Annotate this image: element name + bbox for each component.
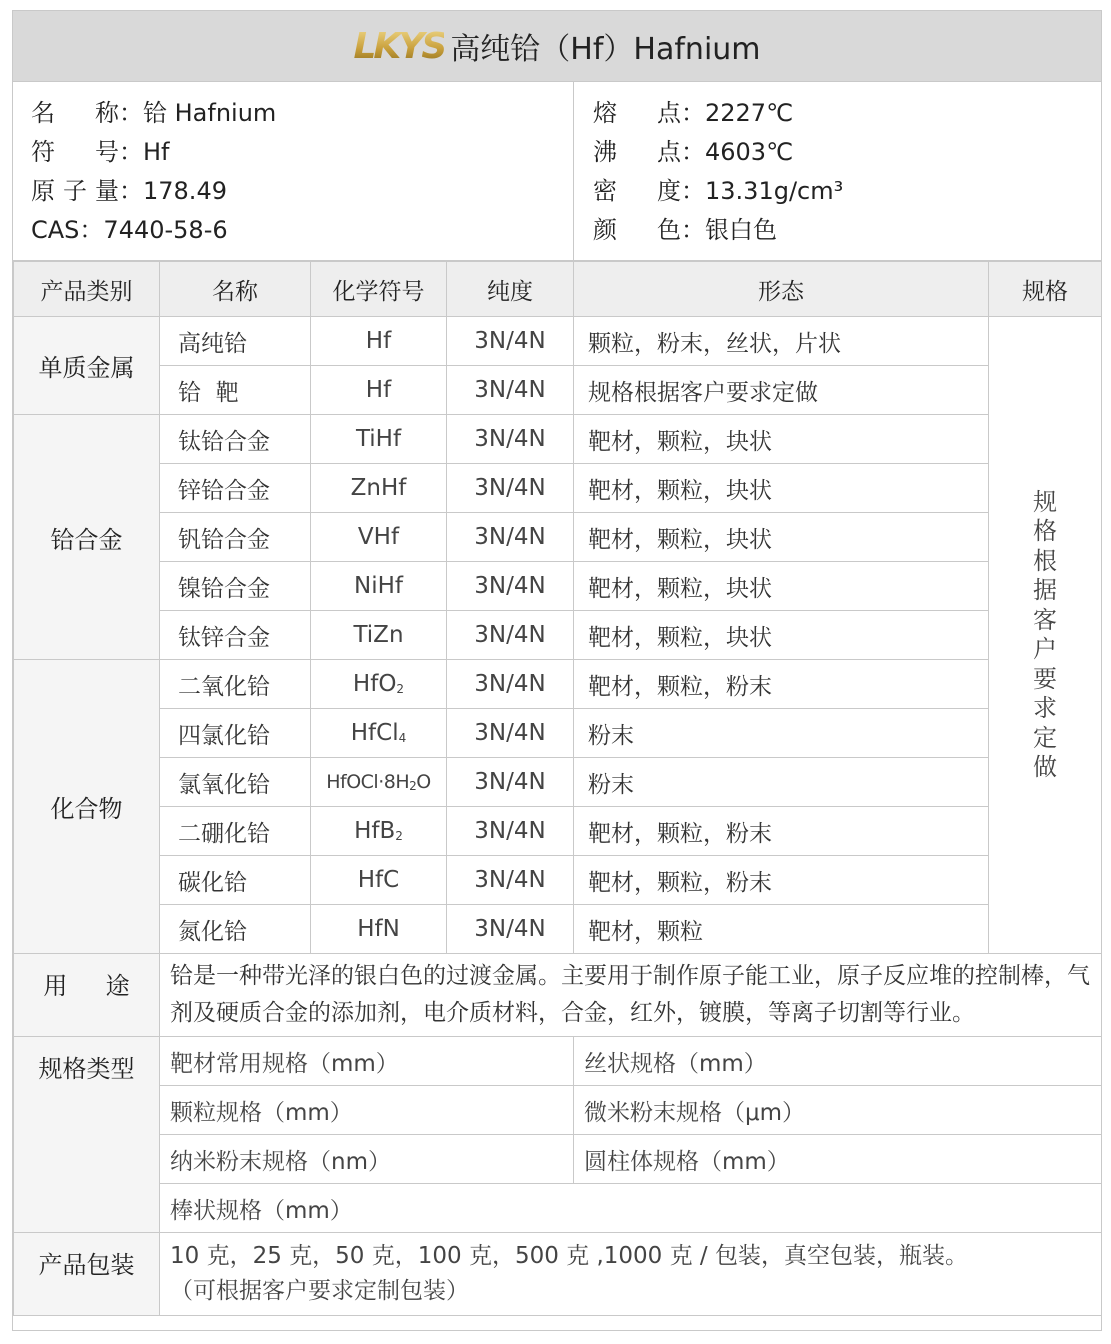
purity: 3N/4N — [447, 660, 574, 709]
usage-text: 铪是一种带光泽的银白色的过渡金属。主要用于制作原子能工业，原子反应堆的控制棒，气剂及硬质合金的添加剂，电介质材料，合金，红外，镀膜，等离子切割等行业。 — [170, 963, 1090, 1026]
table-row — [14, 562, 1102, 611]
table-row — [14, 709, 1102, 758]
properties-right — [593, 94, 843, 250]
chemical-symbol: HfO$_2$ — [311, 660, 447, 709]
divider — [573, 82, 574, 260]
product-name: 二氧化铪 — [160, 660, 311, 709]
purity: 3N/4N — [447, 317, 574, 366]
spec-item: 丝状规格（mm） — [574, 1037, 1102, 1086]
product-name: 锌铪合金 — [160, 464, 311, 513]
spec-note: 规格根据客户要求定做 — [1033, 487, 1057, 781]
property-cas: CAS：7440-58-6 — [31, 216, 228, 244]
spec-note-cell — [989, 317, 1102, 954]
col-header-spec: 规格 — [989, 262, 1102, 317]
chemical-symbol: Hf — [311, 317, 447, 366]
form: 靶材，颗粒，块状 — [574, 562, 989, 611]
form: 靶材，颗粒，粉末 — [574, 660, 989, 709]
product-name: 高纯铪 — [160, 317, 311, 366]
table-row — [14, 660, 1102, 709]
table-row — [14, 317, 1102, 366]
chemical-symbol: ZnHf — [311, 464, 447, 513]
purity: 3N/4N — [447, 464, 574, 513]
form: 粉末 — [574, 709, 989, 758]
spec-row — [14, 1086, 1102, 1135]
col-header-name: 名称 — [160, 262, 311, 317]
packaging-line-2: （可根据客户要求定制包装） — [170, 1278, 469, 1304]
table-row — [14, 611, 1102, 660]
col-header-form: 形态 — [574, 262, 989, 317]
chemical-symbol: HfN — [311, 905, 447, 954]
category-cell: 单质金属 — [14, 317, 160, 415]
usage-label: 用 途 — [14, 954, 160, 1037]
product-sheet — [12, 10, 1102, 1331]
form: 靶材，颗粒，块状 — [574, 611, 989, 660]
properties-panel — [13, 81, 1101, 261]
table-row — [14, 905, 1102, 954]
form: 规格根据客户要求定做 — [574, 366, 989, 415]
product-name: 镍铪合金 — [160, 562, 311, 611]
packaging-line-1: 10 克，25 克，50 克，100 克，500 克 ,1000 克 / 包装，真空包装，瓶装。 — [170, 1243, 968, 1269]
table-row — [14, 513, 1102, 562]
table-row — [14, 758, 1102, 807]
purity: 3N/4N — [447, 562, 574, 611]
product-table — [13, 261, 1102, 1316]
chemical-symbol: $HfOCl\cdot 8H_2O$ — [311, 758, 447, 807]
usage-text-cell — [160, 954, 1102, 1037]
form: 靶材，颗粒，粉末 — [574, 856, 989, 905]
packaging-label: 产品包装 — [14, 1233, 160, 1316]
table-row — [14, 807, 1102, 856]
purity: 3N/4N — [447, 807, 574, 856]
form: 靶材，颗粒，块状 — [574, 464, 989, 513]
property-density: 密 度：13.31g/cm³ — [593, 177, 844, 205]
category-cell: 化合物 — [14, 660, 160, 954]
chemical-symbol: VHf — [311, 513, 447, 562]
product-name: 二硼化铪 — [160, 807, 311, 856]
table-header-row — [14, 262, 1102, 317]
product-name: 四氯化铪 — [160, 709, 311, 758]
chemical-symbol: HfCl$_4$ — [311, 709, 447, 758]
header-bar — [13, 11, 1101, 81]
purity: 3N/4N — [447, 366, 574, 415]
form: 粉末 — [574, 758, 989, 807]
page-title: 高纯铪（Hf）Hafnium — [450, 32, 761, 67]
table-row — [14, 366, 1102, 415]
form: 靶材，颗粒，粉末 — [574, 807, 989, 856]
spec-row — [14, 1135, 1102, 1184]
purity: 3N/4N — [447, 709, 574, 758]
category-cell: 铪合金 — [14, 415, 160, 660]
chemical-symbol: TiZn — [311, 611, 447, 660]
product-name: 钛锌合金 — [160, 611, 311, 660]
spec-types-label: 规格类型 — [14, 1037, 160, 1233]
product-name: 钒铪合金 — [160, 513, 311, 562]
spec-item: 纳米粉末规格（nm） — [160, 1135, 574, 1184]
form: 颗粒，粉末，丝状，片状 — [574, 317, 989, 366]
property-name: 名 称：铪 Hafnium — [31, 99, 277, 127]
table-row — [14, 856, 1102, 905]
form: 靶材，颗粒 — [574, 905, 989, 954]
col-header-purity: 纯度 — [447, 262, 574, 317]
packaging-text-cell — [160, 1233, 1102, 1316]
form: 靶材，颗粒，块状 — [574, 415, 989, 464]
product-name: 氯氧化铪 — [160, 758, 311, 807]
table-row — [14, 415, 1102, 464]
spec-item: 圆柱体规格（mm） — [574, 1135, 1102, 1184]
packaging-text — [160, 1233, 1101, 1315]
property-melting-point: 熔 点：2227℃ — [593, 99, 794, 127]
product-name: 氮化铪 — [160, 905, 311, 954]
purity: 3N/4N — [447, 513, 574, 562]
spec-row — [14, 1037, 1102, 1086]
usage-row — [14, 954, 1102, 1037]
spec-item: 棒状规格（mm） — [160, 1184, 1102, 1233]
product-name: 钛铪合金 — [160, 415, 311, 464]
property-boiling-point: 沸 点：4603℃ — [593, 138, 794, 166]
chemical-symbol: HfB$_2$ — [311, 807, 447, 856]
chemical-symbol: TiHf — [311, 415, 447, 464]
form: 靶材，颗粒，块状 — [574, 513, 989, 562]
property-color: 颜 色：银白色 — [593, 216, 777, 244]
spec-item: 颗粒规格（mm） — [160, 1086, 574, 1135]
col-header-category: 产品类别 — [14, 262, 160, 317]
chemical-symbol: HfC — [311, 856, 447, 905]
purity: 3N/4N — [447, 415, 574, 464]
purity: 3N/4N — [447, 905, 574, 954]
property-symbol: 符 号：Hf — [31, 138, 170, 166]
packaging-row — [14, 1233, 1102, 1316]
property-atomic-weight: 原子量：178.49 — [31, 177, 227, 205]
spec-item: 微米粉末规格（μm） — [574, 1086, 1102, 1135]
spec-item: 靶材常用规格（mm） — [160, 1037, 574, 1086]
spec-row — [14, 1184, 1102, 1233]
chemical-symbol: Hf — [311, 366, 447, 415]
col-header-symbol: 化学符号 — [311, 262, 447, 317]
purity: 3N/4N — [447, 758, 574, 807]
properties-left — [31, 94, 276, 250]
product-name: 碳化铪 — [160, 856, 311, 905]
product-name: 铪 靶 — [160, 366, 311, 415]
chemical-symbol: NiHf — [311, 562, 447, 611]
purity: 3N/4N — [447, 611, 574, 660]
purity: 3N/4N — [447, 856, 574, 905]
brand-logo: LKYS — [353, 25, 445, 67]
table-row — [14, 464, 1102, 513]
